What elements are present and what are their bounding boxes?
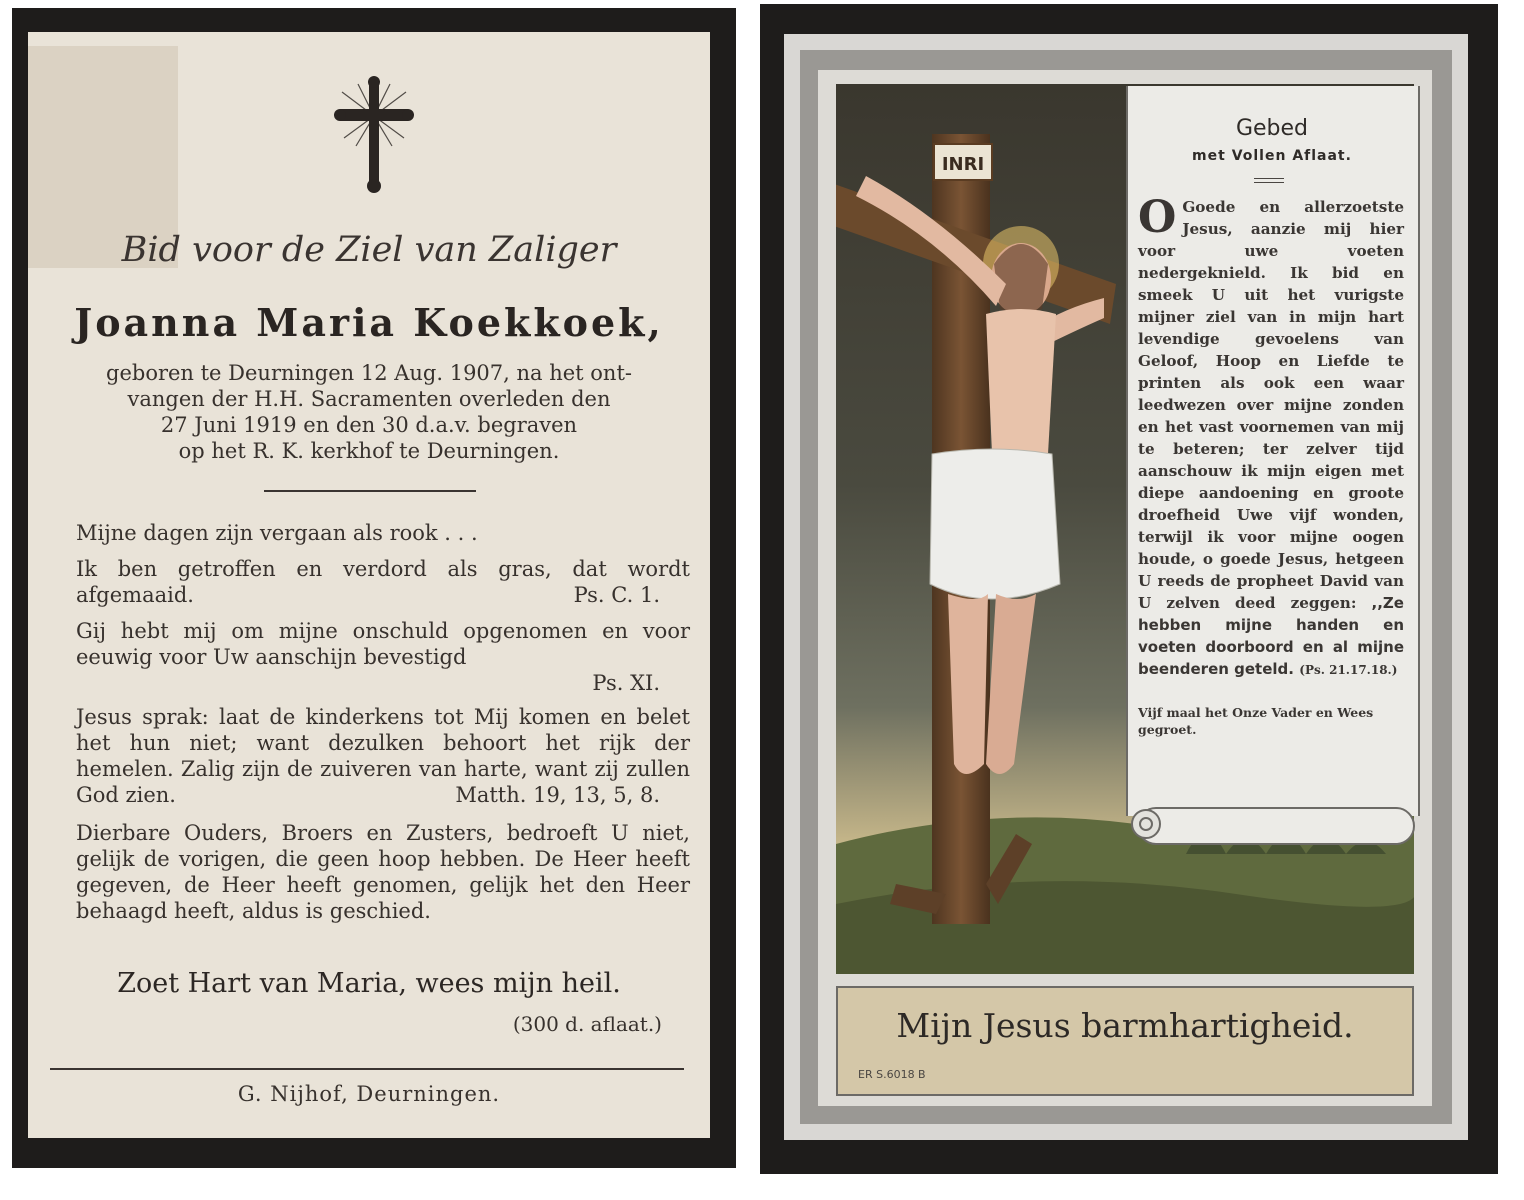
printer-credit: G. Nijhof, Deurningen. xyxy=(237,1082,501,1106)
image-caption: Mijn Jesus barmhartigheid. xyxy=(896,1006,1354,1045)
bio-line: 27 Juni 1919 en den 30 d.a.v. begraven xyxy=(160,413,578,437)
scroll-curl xyxy=(1122,800,1418,852)
verse-citation: Ps. C. 1. xyxy=(573,583,660,607)
inri-sign: INRI xyxy=(941,154,985,175)
subtitle-rule xyxy=(1254,178,1284,179)
prayer-reference: (Ps. 21.17.18.) xyxy=(1299,663,1398,677)
verse-text: Ik ben getroffen en verdord als gras, dat wordt afgemaaid. xyxy=(76,557,690,607)
verse-1 xyxy=(50,520,690,546)
prayer-instruction: Vijf maal het Onze Vader en Wees gegroet. xyxy=(1138,705,1374,737)
verse-text: Gij hebt mij om mijne onschuld opgenomen en voor eeuwig voor Uw aanschijn bevestigd xyxy=(76,619,690,669)
motto: Zoet Hart van Maria, wees mijn heil. xyxy=(117,968,621,999)
cross-icon xyxy=(334,76,414,194)
publisher-imprint: ER S.6018 B xyxy=(858,1068,926,1081)
bio-line: geboren te Deurningen 12 Aug. 1907, na het ont- xyxy=(106,361,632,385)
bio-line: op het R. K. kerkhof te Deurningen. xyxy=(178,439,560,463)
verse-citation: Matth. 19, 13, 5, 8. xyxy=(455,783,660,807)
verse-text: Jesus sprak: laat de kinderkens tot Mij komen en belet het hun niet; want dezulken behoort het rijk der hemelen. Zalig zijn de zuiveren van harte, want zij zullen God zien. xyxy=(76,705,690,807)
drop-cap: O xyxy=(1138,192,1177,243)
verse-text: Mijne dagen zijn vergaan als rook . . . xyxy=(76,521,478,545)
divider xyxy=(264,490,476,492)
verse-citation: Ps. XI. xyxy=(592,671,660,695)
biography xyxy=(28,360,710,464)
prayer-body-text: Goede en allerzoetste Jesus, aanzie mij hier voor uwe voeten nedergeknield. Ik bid en smeek U uit het vurigste mijner ziel van in mijn hart levendige gevoelens van Geloof, Hoop en Liefde te printen als ook een waar leedwezen over mijne zonden en het vast voornemen van mij te beteren; ter zelver tijd aanschouw ik mijn eigen met diepe aandoening en groote droefheid Uwe vijf wonden, terwijl ik voor mijne oogen houde, o goede Jesus, hetgeen U reeds de propheet David van U zelven deed zeggen: xyxy=(1138,198,1404,612)
verse-4 xyxy=(50,704,690,808)
bio-line: vangen der H.H. Sacramenten overleden den xyxy=(127,387,611,411)
verse-5 xyxy=(50,820,690,924)
deceased-name: Joanna Maria Koekkoek, xyxy=(74,300,664,345)
caption-panel xyxy=(836,986,1414,1096)
left-card xyxy=(28,32,710,1138)
prayer-subtitle: met Vollen Aflaat. xyxy=(1192,148,1352,164)
subtitle-rule xyxy=(1254,182,1284,183)
prayer-quote: ,,Ze hebben mijne handen en voeten doorboord en al mijne beenderen geteld. xyxy=(1138,594,1404,678)
verse-3 xyxy=(50,618,690,696)
verse-2 xyxy=(50,556,690,608)
verse-text: Dierbare Ouders, Broers en Zusters, bedroeft U niet, gelijk de vorigen, die geen hoop hebben. De Heer heeft gegeven, de Heer heeft genomen, gelijk het den Heer behaagd heeft, aldus is geschied. xyxy=(76,821,690,923)
footer-divider xyxy=(50,1068,684,1070)
prayer-title: Gebed xyxy=(1235,116,1309,141)
indulgence-note: (300 d. aflaat.) xyxy=(512,1012,662,1036)
prayer-body xyxy=(1138,192,1404,681)
invocation-heading: Bid voor de Ziel van Zaliger xyxy=(121,230,617,270)
